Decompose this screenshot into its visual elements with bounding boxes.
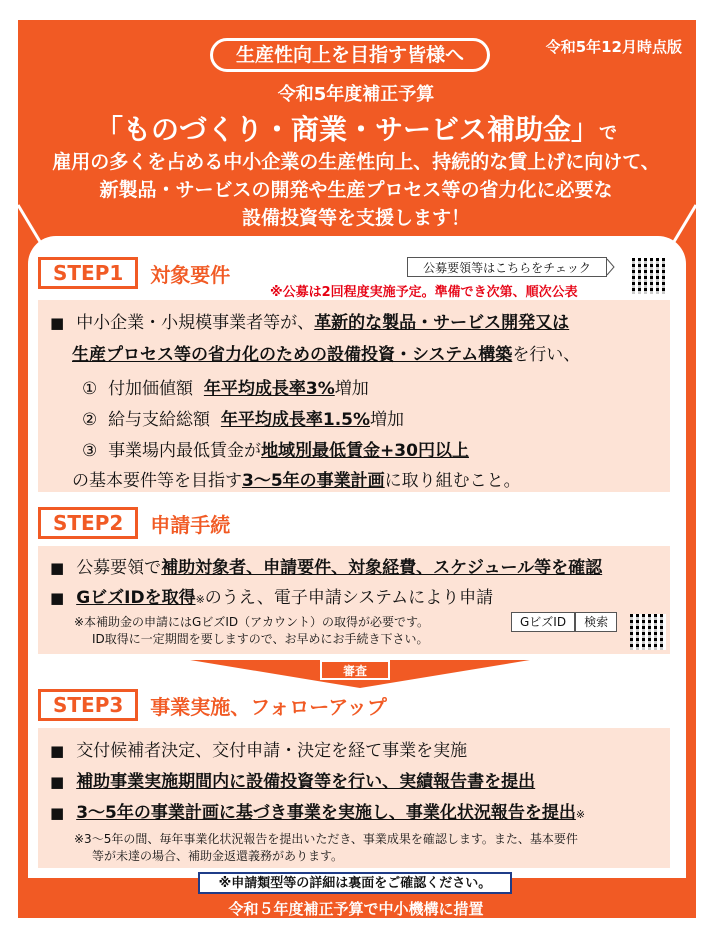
title-suffix: で <box>599 123 617 144</box>
step1-title: 対象要件 <box>150 262 231 287</box>
emphasis: 年平均成長率1.5% <box>220 410 371 430</box>
emphasis: 生産プロセス等の省力化のための設備投資・システム構築 <box>72 345 513 365</box>
step3-line-3: ■ 3〜5年の事業計画に基づき事業を実施し、事業化状況報告を提出※ <box>50 803 586 823</box>
page-title <box>0 108 712 148</box>
lead-line-3: 設備投資等を支援します！ <box>241 207 470 229</box>
text: の基本要件等を目指す <box>72 471 242 491</box>
step3-header <box>38 688 387 722</box>
mark: ※ <box>575 808 586 821</box>
text: 増加 <box>370 410 405 430</box>
step2-label: STEP2 <box>38 507 138 539</box>
gbiz-note-1: ※本補助金の申請にはGビズID（アカウント）の取得が必要です。 <box>74 615 430 629</box>
text: のうえ、電子申請システムにより申請 <box>204 588 494 608</box>
text: 公募要領で <box>76 558 162 578</box>
version-date: 令和5年12月時点版 <box>545 38 682 56</box>
text: 付加価値額 <box>108 379 194 399</box>
step1-line-1: ■ 中小企業・小規模事業者等が、革新的な製品・サービス開発又は <box>50 313 570 333</box>
num: ① <box>82 379 98 399</box>
step1-line-2 <box>72 340 580 365</box>
mark: ※ <box>195 593 205 606</box>
guidelines-check-button[interactable]: 公募要領等はこちらをチェック <box>407 257 607 277</box>
qr-code-icon[interactable] <box>630 614 666 650</box>
emphasis: 補助対象者、申請要件、対象経費、スケジュール等を確認 <box>161 558 603 578</box>
step3-note-1: ※3〜5年の間、毎年事業化状況報告を提出いただき、事業成果を確認します。また、基本要件 <box>74 832 578 846</box>
budget-label: 令和5年度補正予算 <box>277 84 435 105</box>
footer-text: 令和５年度補正予算で中小機構に措置 <box>228 900 484 918</box>
emphasis: GビズIDを取得 <box>76 588 196 608</box>
step3-line-2: ■ 補助事業実施期間内に設備投資等を行い、実績報告書を提出 <box>50 772 536 792</box>
text: 増加 <box>334 379 369 399</box>
text: を行い、 <box>512 345 581 365</box>
text: 給与支給総額 <box>108 410 211 430</box>
step1-line-3 <box>72 466 521 491</box>
step3-title: 事業実施、フォローアップ <box>150 694 387 719</box>
emphasis: 革新的な製品・サービス開発又は <box>314 313 570 333</box>
chevron-right-icon <box>606 258 616 276</box>
back-page-note: ※申請類型等の詳細は裏面をご確認ください。 <box>198 872 512 894</box>
lead-line-2: 新製品・サービスの開発や生産プロセス等の省力化に必要な <box>99 179 613 201</box>
step2-title: 申請手続 <box>150 512 231 537</box>
title-text: 「ものづくり・商業・サービス補助金」 <box>94 113 599 146</box>
lead-text <box>20 148 692 232</box>
requirement-1 <box>82 374 369 399</box>
step3-line-1: ■ 交付候補者決定、交付申請・決定を経て事業を実施 <box>50 741 468 761</box>
text: 事業場内最低賃金が <box>108 441 262 461</box>
requirement-2 <box>82 405 404 430</box>
lead-line-1: 雇用の多くを占める中小企業の生産性向上、持続的な賃上げに向けて、 <box>52 151 660 173</box>
gbiz-search-box[interactable] <box>511 612 617 632</box>
step3-label: STEP3 <box>38 689 138 721</box>
text: 交付候補者決定、交付申請・決定を経て事業を実施 <box>76 741 468 761</box>
requirement-3 <box>82 436 469 461</box>
target-audience-badge: 生産性向上を目指す皆様へ <box>210 38 490 72</box>
gbiz-note-2: ID取得に一定期間を要しますので、お早めにお手続き下さい。 <box>92 632 429 646</box>
step3-note-2: 等が未達の場合、補助金返還義務があります。 <box>92 849 344 863</box>
step1-label: STEP1 <box>38 257 138 289</box>
qr-code-icon[interactable] <box>632 258 668 294</box>
search-button[interactable]: 検索 <box>575 612 617 632</box>
emphasis: 3〜5年の事業計画に基づき事業を実施し、事業化状況報告を提出 <box>76 803 576 823</box>
emphasis: 年平均成長率3% <box>203 379 335 399</box>
text: 中小企業・小規模事業者等が、 <box>76 313 315 333</box>
review-label: 審査 <box>320 660 390 680</box>
step2-line-2: ■ GビズIDを取得※のうえ、電子申請システムにより申請 <box>50 588 494 608</box>
emphasis: 補助事業実施期間内に設備投資等を行い、実績報告書を提出 <box>76 772 536 792</box>
step1-header <box>38 256 230 290</box>
num: ③ <box>82 441 98 461</box>
gbiz-search-term[interactable]: GビズID <box>511 612 575 632</box>
step1-notice: ※公募は2回程度実施予定。準備でき次第、順次公表 <box>270 285 578 300</box>
step2-line-1: ■ 公募要領で補助対象者、申請要件、対象経費、スケジュール等を確認 <box>50 558 603 578</box>
text: に取り組むこと。 <box>384 471 521 491</box>
step2-header <box>38 506 230 540</box>
num: ② <box>82 410 98 430</box>
emphasis: 3〜5年の事業計画 <box>242 471 385 491</box>
emphasis: 地域別最低賃金+30円以上 <box>261 441 469 461</box>
